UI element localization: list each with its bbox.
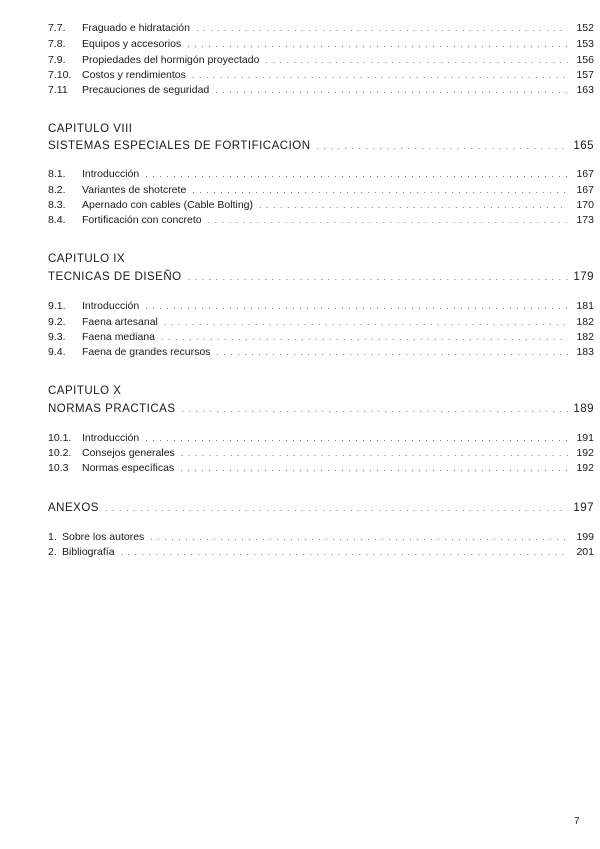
entry-title: Sobre los autores [62, 531, 145, 543]
entry-title: Variantes de shotcrete [82, 184, 187, 196]
entry-title: Faena artesanal [82, 316, 158, 328]
entry-page: 191 [576, 432, 594, 444]
entry-page: 181 [576, 300, 594, 312]
annexes-heading: ANEXOS [48, 502, 99, 514]
chapter-heading: TECNICAS DE DISEÑO [48, 271, 182, 283]
entry-title: Precauciones de seguridad [82, 84, 210, 96]
dot-leader [182, 402, 569, 416]
entry-page: 183 [576, 346, 594, 358]
dot-leader [216, 346, 568, 359]
entry-number: 9.4. [48, 346, 66, 358]
dot-leader [265, 54, 568, 67]
dot-leader [145, 432, 568, 445]
entry-page: 192 [576, 447, 594, 459]
entry-page: 167 [576, 184, 594, 196]
chapter-page: 165 [573, 140, 594, 152]
entry-number: 10.2. [48, 447, 72, 459]
toc-entry-10-1[interactable] [48, 432, 594, 445]
entry-number: 7.9. [48, 54, 66, 66]
chapter-label: CAPITULO IX [48, 253, 126, 265]
entry-number: 8.4. [48, 214, 66, 226]
chapter-heading: SISTEMAS ESPECIALES DE FORTIFICACION [48, 140, 311, 152]
entry-number: 8.2. [48, 184, 66, 196]
entry-page: 152 [576, 22, 594, 34]
toc-entry-8-3[interactable] [48, 199, 594, 212]
dot-leader [317, 139, 568, 153]
toc-entry-10-3[interactable] [48, 462, 594, 475]
chapter-page: 189 [573, 403, 594, 415]
entry-title: Introducción [82, 300, 140, 312]
entry-page: 173 [576, 214, 594, 226]
chapter-page: 179 [573, 271, 594, 283]
entry-number: 1. [48, 531, 57, 543]
chapter-label: CAPITULO X [48, 385, 122, 397]
dot-leader [259, 199, 568, 212]
entry-title: Bibliografía [62, 546, 115, 558]
toc-chapter-heading-8[interactable] [48, 139, 594, 153]
dot-leader [121, 546, 568, 559]
entry-title: Faena mediana [82, 331, 155, 343]
toc-entry-7-8[interactable] [48, 38, 594, 51]
entry-number: 9.2. [48, 316, 66, 328]
entry-page: 199 [576, 531, 594, 543]
entry-title: Equipos y accesorios [82, 38, 182, 50]
toc-entry-9-3[interactable] [48, 331, 594, 344]
toc-entry-7-7[interactable] [48, 22, 594, 35]
page-number: 7 [574, 816, 580, 827]
entry-page: 167 [576, 168, 594, 180]
entry-title: Introducción [82, 432, 140, 444]
toc-entry-7-11[interactable] [48, 84, 594, 97]
entry-number: 8.1. [48, 168, 66, 180]
toc-entry-9-1[interactable] [48, 300, 594, 313]
dot-leader [145, 300, 568, 313]
entry-number: 9.1. [48, 300, 66, 312]
dot-leader [192, 69, 568, 82]
toc-entry-7-9[interactable] [48, 54, 594, 67]
chapter-heading: NORMAS PRACTICAS [48, 403, 176, 415]
dot-leader [215, 84, 568, 97]
annexes-page: 197 [573, 502, 594, 514]
entry-title: Apernado con cables (Cable Bolting) [82, 199, 254, 211]
toc-entry-7-10[interactable] [48, 69, 594, 82]
entry-number: 10.1. [48, 432, 72, 444]
entry-number: 7.10. [48, 69, 72, 81]
toc-annexes-heading[interactable] [48, 501, 594, 515]
dot-leader [187, 38, 568, 51]
dot-leader [196, 22, 568, 35]
toc-entry-9-2[interactable] [48, 316, 594, 329]
toc-chapter-heading-9[interactable] [48, 270, 594, 284]
toc-chapter-heading-10[interactable] [48, 402, 594, 416]
entry-title: Fraguado e hidratación [82, 22, 190, 34]
dot-leader [161, 331, 568, 344]
entry-number: 7.7. [48, 22, 66, 34]
toc-entry-9-4[interactable] [48, 346, 594, 359]
toc-annex-1[interactable] [48, 531, 594, 544]
dot-leader [145, 168, 568, 181]
entry-page: 192 [576, 462, 594, 474]
toc-entry-8-4[interactable] [48, 214, 594, 227]
entry-page: 156 [576, 54, 594, 66]
entry-number: 7.8. [48, 38, 66, 50]
dot-leader [150, 531, 568, 544]
dot-leader [164, 316, 568, 329]
entry-title: Introducción [82, 168, 140, 180]
dot-leader [188, 270, 568, 284]
entry-page: 201 [576, 546, 594, 558]
entry-title: Costos y rendimientos [82, 69, 186, 81]
entry-title: Normas específicas [82, 462, 175, 474]
entry-page: 182 [576, 331, 594, 343]
toc-entry-8-2[interactable] [48, 184, 594, 197]
dot-leader [180, 462, 568, 475]
dot-leader [105, 501, 568, 515]
entry-page: 163 [576, 84, 594, 96]
entry-title: Propiedades del hormigón proyectado [82, 54, 260, 66]
dot-leader [181, 447, 568, 460]
entry-number: 7.11 [48, 84, 68, 96]
entry-number: 9.3. [48, 331, 66, 343]
entry-title: Consejos generales [82, 447, 175, 459]
entry-title: Fortificación con concreto [82, 214, 202, 226]
dot-leader [192, 184, 568, 197]
toc-entry-8-1[interactable] [48, 168, 594, 181]
entry-page: 170 [576, 199, 594, 211]
entry-page: 153 [576, 38, 594, 50]
entry-title: Faena de grandes recursos [82, 346, 211, 358]
entry-number: 10.3 [48, 462, 69, 474]
entry-page: 157 [576, 69, 594, 81]
entry-number: 2. [48, 546, 57, 558]
entry-page: 182 [576, 316, 594, 328]
chapter-label: CAPITULO VIII [48, 123, 133, 135]
dot-leader [208, 214, 568, 227]
toc-annex-2[interactable] [48, 546, 594, 559]
toc-entry-10-2[interactable] [48, 447, 594, 460]
entry-number: 8.3. [48, 199, 66, 211]
